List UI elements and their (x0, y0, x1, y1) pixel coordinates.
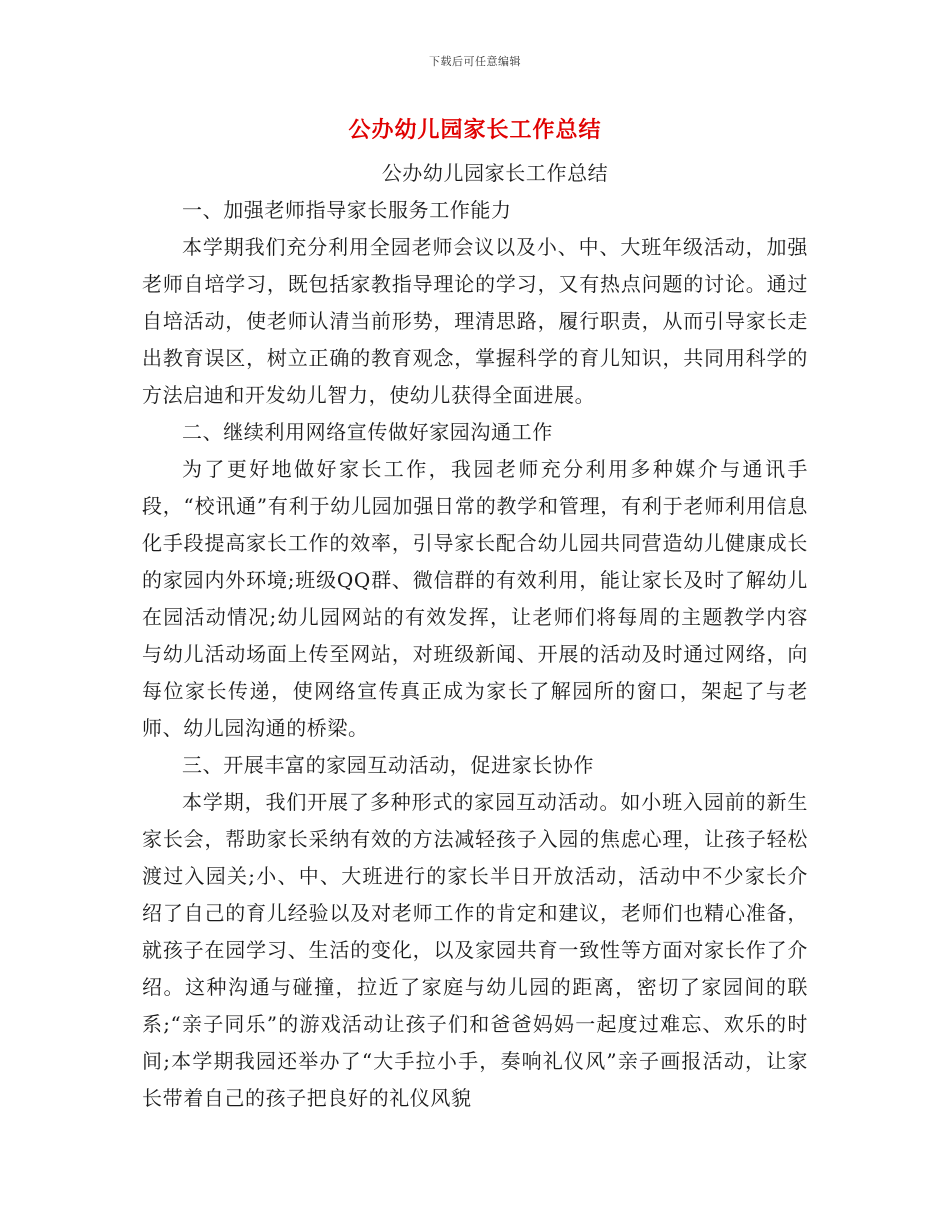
document-title: 公办幼儿园家长工作总结 (348, 118, 602, 143)
section-paragraph-2: 为了更好地做好家长工作，我园老师充分利用多种媒介与通讯手段，“校讯通”有利于幼儿园加强日常的教学和管理，有利于老师利用信息化手段提高家长工作的效率，引导家长配合幼儿园共同营造幼儿健康成长的家园内外环境;班级QQ群、微信群的有效利用，能让家长及时了解幼儿在园活动情况;幼儿园网站的有效发挥，让老师们将每周的主题教学内容与幼儿活动场面上传至网站，对班级新闻、开展的活动及时通过网络，向每位家长传递，使网络宣传真正成为家长了解园所的窗口，架起了与老师、幼儿园沟通的桥梁。 (142, 457, 808, 740)
section-paragraph-1: 本学期我们充分利用全园老师会议以及小、中、大班年级活动，加强老师自培学习，既包括家教指导理论的学习，又有热点问题的讨论。通过自培活动，使老师认清当前形势，理清思路，履行职责，从而引导家长走出教育误区，树立正确的教育观念，掌握科学的育儿知识，共同用科学的方法启迪和开发幼儿智力，使幼儿获得全面进展。 (142, 235, 808, 407)
document-body (142, 155, 808, 1117)
section-heading-3: 三、开展丰富的家园互动活动，促进家长协作 (182, 753, 594, 777)
section-paragraph-3: 本学期，我们开展了多种形式的家园互动活动。如小班入园前的新生家长会，帮助家长采纳有效的方法减轻孩子入园的焦虑心理，让孩子轻松渡过入园关;小、中、大班进行的家长半日开放活动，活动中不少家长介绍了自己的育儿经验以及对老师工作的肯定和建议，老师们也精心准备，就孩子在园学习、生活的变化，以及家园共育一致性等方面对家长作了介绍。这种沟通与碰撞，拉近了家庭与幼儿园的距离，密切了家园间的联系;“亲子同乐”的游戏活动让孩子们和爸爸妈妈一起度过难忘、欢乐的时间;本学期我园还举办了“大手拉小手，奏响礼仪风”亲子画报活动，让家长带着自己的孩子把良好的礼仪风貌 (142, 790, 808, 1110)
section-heading-2: 二、继续利用网络宣传做好家园沟通工作 (182, 420, 553, 444)
header-note: 下载后可任意编辑 (429, 55, 521, 68)
document-subtitle: 公办幼儿园家长工作总结 (381, 161, 609, 185)
section-heading-1: 一、加强老师指导家长服务工作能力 (182, 198, 512, 222)
